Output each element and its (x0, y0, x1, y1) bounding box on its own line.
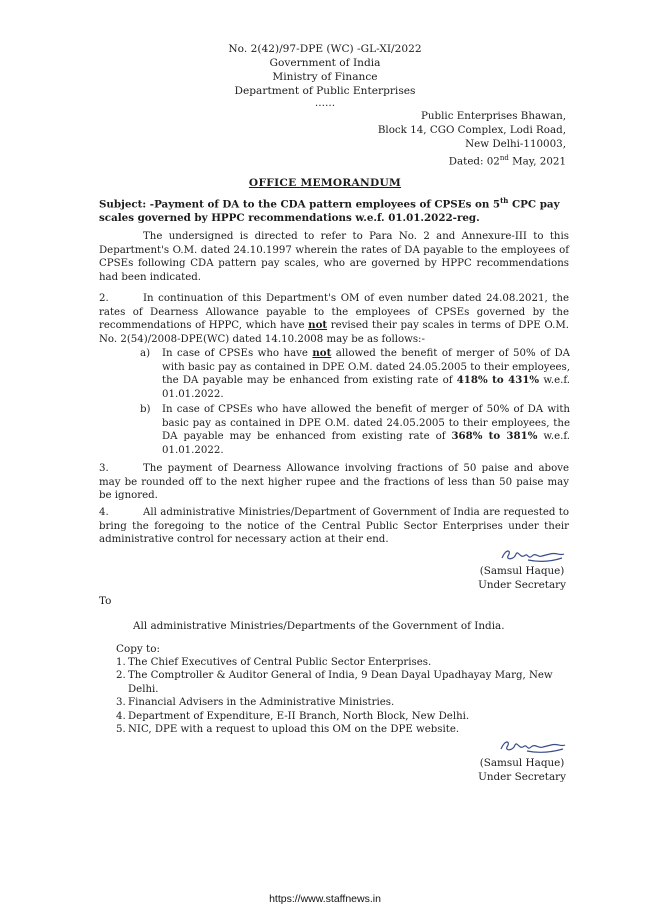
signatory-block-1 (478, 564, 566, 592)
copy-to-label: Copy to: (116, 643, 160, 655)
signature-scribble-2 (497, 735, 569, 757)
address-block (378, 109, 566, 168)
subject-line: Subject: -Payment of DA to the CDA pattern employees of CPSEs on 5th CPC pay scales governed by HPPC recommendations w.e.f. 01.01.2022-reg. (99, 196, 560, 225)
signatory-block-2 (478, 756, 566, 784)
header-dots: ...... (314, 97, 336, 109)
to-recipient: All administrative Ministries/Departments of the Government of India. (133, 620, 505, 632)
list-item: 2. The Comptroller & Auditor General of India, 9 Dean Dayal Upadhayay Marg, New Delhi. (116, 670, 553, 695)
item-a: a) In case of CPSEs who have not allowed the benefit of merger of 50% of DA with basic pay as contained in DPE O.M. dated 24.05.2005 to their employees, the DA payable may be enhanced from existing rate of 418% to 431% w.e.f. 01.01.2022. (140, 347, 570, 400)
list-item: 1. The Chief Executives of Central Public Sector Enterprises. (116, 657, 432, 668)
item-a-label: a) (140, 348, 151, 359)
item-b-rate: 368% to 381% (451, 430, 538, 443)
item-b: b) In case of CPSEs who have allowed the benefit of merger of 50% of DA with basic pay as contained in DPE O.M. dated 24.05.2005 to their employees, the DA payable may be enhanced from existing rate of 368% to 381% w.e.f. 01.01.2022. (140, 404, 570, 456)
paragraph-1: The undersigned is directed to refer to Para No. 2 and Annexure-III to this Department's O.M. dated 24.10.1997 wherein the rates of DA payable to the employees of CPSEs following CDA pattern pay scales, who are governed by HPPC recommendations had been indicated. (99, 231, 569, 283)
address-line-2: Block 14, CGO Complex, Lodi Road, (377, 124, 566, 136)
document-header (0, 42, 650, 108)
paragraph-2: 2. In continuation of this Department's OM of even number dated 24.08.2021, the rates of Dearness Allowance payable to the employees of CPSEs governed by the recommendations of HPPC, which have not revised their pay scales in terms of DPE O.M. No. 2(54)/2008-DPE(WC) dated 14.10.2008 may be as follows:- (99, 293, 570, 345)
signatory-name: (Samsul Haque) (479, 565, 565, 577)
paragraph-3: 3. The payment of Dearness Allowance involving fractions of 50 paise and above may be rounded off to the next higher rupee and the fractions of less than 50 paise may be ignored. (99, 463, 569, 502)
signature-scribble-1 (498, 544, 568, 566)
para-4-number: 4. (99, 507, 109, 518)
paragraph-4: 4. All administrative Ministries/Department of Government of India are requested to bring the foregoing to the notice of the Central Public Sector Enterprises under their administrative control for necessary action at their end. (99, 507, 569, 546)
para-3-number: 3. (99, 463, 109, 474)
list-item: 5. NIC, DPE with a request to upload this OM on the DPE website. (116, 724, 460, 736)
footer-url: https://www.staffnews.in (269, 893, 381, 905)
office-memorandum-title: OFFICE MEMORANDUM (248, 177, 402, 189)
govt-line: Government of India (269, 57, 381, 69)
signatory-designation: Under Secretary (478, 579, 566, 591)
ministry-line: Ministry of Finance (272, 71, 378, 83)
list-item: 4. Department of Expenditure, E-II Branch, North Block, New Delhi. (116, 710, 470, 722)
list-item: 3. Financial Advisers in the Administrative Ministries. (116, 697, 395, 709)
to-label: To (99, 595, 112, 607)
signatory-name-2: (Samsul Haque) (479, 757, 565, 769)
address-line-3: New Delhi-110003, (465, 138, 566, 150)
item-a-rate: 418% to 431% (456, 374, 540, 387)
copy-to-list (116, 656, 576, 736)
signatory-designation-2: Under Secretary (478, 771, 566, 783)
para-2-number: 2. (99, 293, 109, 304)
department-line: Department of Public Enterprises (234, 85, 416, 97)
file-number: No. 2(42)/97-DPE (WC) -GL-XI/2022 (228, 43, 422, 55)
date-line: Dated: 02nd May, 2021 (448, 154, 566, 168)
item-b-label: b) (140, 404, 151, 415)
address-line-1: Public Enterprises Bhawan, (420, 110, 566, 122)
